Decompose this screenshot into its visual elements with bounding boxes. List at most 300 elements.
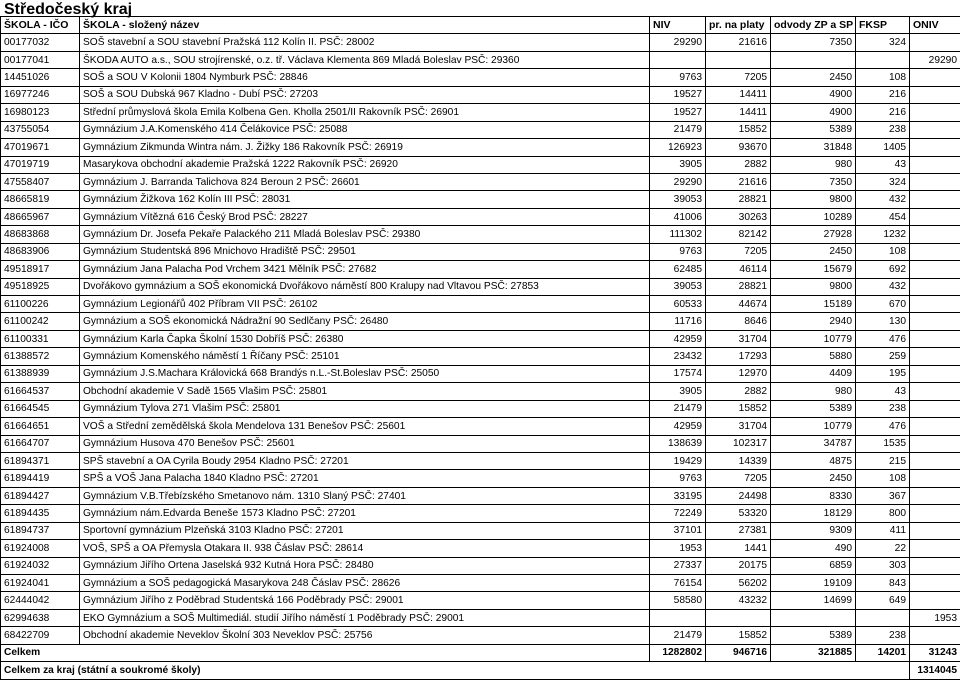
cell-oniv [910, 243, 960, 260]
totals-cell: 14201 [856, 644, 910, 661]
cell-niv: 9763 [650, 69, 706, 86]
table-row [1, 296, 960, 313]
cell-platy: 15852 [706, 400, 771, 417]
cell-oniv [910, 191, 960, 208]
cell-platy [706, 51, 771, 68]
cell-name: SPŠ a VOŠ Jana Palacha 1840 Kladno PSČ: 27201 [80, 470, 650, 487]
column-header: FKSP [856, 17, 910, 34]
cell-ico: 43755054 [1, 121, 80, 138]
cell-name: Gymnázium Husova 470 Benešov PSČ: 25601 [80, 435, 650, 452]
table-row [1, 330, 960, 347]
cell-niv: 21479 [650, 121, 706, 138]
totals-cell: 1282802 [650, 644, 706, 661]
cell-platy: 102317 [706, 435, 771, 452]
cell-oniv [910, 557, 960, 574]
cell-odvody: 27928 [771, 226, 856, 243]
cell-oniv [910, 278, 960, 295]
cell-platy: 27381 [706, 522, 771, 539]
cell-niv: 37101 [650, 522, 706, 539]
cell-odvody: 980 [771, 156, 856, 173]
table-row [1, 191, 960, 208]
column-header: NIV [650, 17, 706, 34]
cell-oniv [910, 487, 960, 504]
table-row [1, 121, 960, 138]
cell-platy: 21616 [706, 173, 771, 190]
table-row [1, 400, 960, 417]
cell-odvody: 15189 [771, 296, 856, 313]
cell-oniv [910, 34, 960, 51]
cell-oniv [910, 452, 960, 469]
cell-oniv [910, 383, 960, 400]
cell-fksp: 454 [856, 208, 910, 225]
cell-platy: 7205 [706, 243, 771, 260]
cell-name: Gymnázium Jana Palacha Pod Vrchem 3421 Mělník PSČ: 27682 [80, 261, 650, 278]
table-row [1, 261, 960, 278]
cell-ico: 61894427 [1, 487, 80, 504]
cell-odvody: 10289 [771, 208, 856, 225]
cell-name: Gymnázium V.B.Třebízského Smetanovo nám. 1310 Slaný PSČ: 27401 [80, 487, 650, 504]
cell-ico: 47019719 [1, 156, 80, 173]
table-row [1, 575, 960, 592]
cell-oniv [910, 69, 960, 86]
cell-fksp: 108 [856, 69, 910, 86]
cell-ico: 61924041 [1, 575, 80, 592]
cell-odvody: 5389 [771, 121, 856, 138]
table-row [1, 418, 960, 435]
cell-fksp: 670 [856, 296, 910, 313]
cell-fksp: 411 [856, 522, 910, 539]
cell-fksp: 649 [856, 592, 910, 609]
cell-oniv [910, 330, 960, 347]
cell-niv: 1953 [650, 540, 706, 557]
cell-niv: 33195 [650, 487, 706, 504]
cell-fksp: 195 [856, 365, 910, 382]
cell-odvody: 31848 [771, 139, 856, 156]
table-row [1, 51, 960, 68]
cell-platy: 14339 [706, 452, 771, 469]
cell-fksp: 1232 [856, 226, 910, 243]
cell-ico: 61894371 [1, 452, 80, 469]
cell-odvody: 18129 [771, 505, 856, 522]
cell-fksp: 43 [856, 156, 910, 173]
cell-ico: 16977246 [1, 86, 80, 103]
cell-platy: 24498 [706, 487, 771, 504]
cell-oniv [910, 400, 960, 417]
cell-ico: 61100331 [1, 330, 80, 347]
cell-odvody: 9800 [771, 191, 856, 208]
cell-oniv [910, 104, 960, 121]
cell-oniv [910, 261, 960, 278]
column-header: ŠKOLA - IČO [1, 17, 80, 34]
cell-name: Obchodní akademie Neveklov Školní 303 Neveklov PSČ: 25756 [80, 627, 650, 644]
table-row [1, 69, 960, 86]
cell-fksp: 43 [856, 383, 910, 400]
cell-name: Obchodní akademie V Sadě 1565 Vlašim PSČ: 25801 [80, 383, 650, 400]
cell-oniv [910, 470, 960, 487]
cell-niv: 9763 [650, 470, 706, 487]
cell-platy: 12970 [706, 365, 771, 382]
table-row [1, 557, 960, 574]
grand-total-label: Celkem za kraj (státní a soukromé školy) [1, 662, 910, 679]
column-header: ŠKOLA - složený název [80, 17, 650, 34]
cell-ico: 48683868 [1, 226, 80, 243]
cell-fksp: 216 [856, 86, 910, 103]
cell-oniv [910, 348, 960, 365]
cell-ico: 61100226 [1, 296, 80, 313]
cell-odvody: 4900 [771, 104, 856, 121]
cell-odvody [771, 609, 856, 626]
cell-niv: 126923 [650, 139, 706, 156]
cell-platy: 7205 [706, 69, 771, 86]
cell-oniv [910, 435, 960, 452]
cell-name: SOŠ a SOU V Kolonii 1804 Nymburk PSČ: 28846 [80, 69, 650, 86]
cell-name: SOŠ stavební a SOU stavební Pražská 112 Kolín II. PSČ: 28002 [80, 34, 650, 51]
cell-niv [650, 51, 706, 68]
cell-odvody: 2940 [771, 313, 856, 330]
cell-platy: 15852 [706, 627, 771, 644]
cell-ico: 61924008 [1, 540, 80, 557]
totals-cell: 946716 [706, 644, 771, 661]
cell-odvody: 4409 [771, 365, 856, 382]
table-row [1, 365, 960, 382]
cell-platy: 2882 [706, 383, 771, 400]
cell-ico: 00177041 [1, 51, 80, 68]
cell-odvody: 6859 [771, 557, 856, 574]
cell-name: Gymnázium Karla Čapka Školní 1530 Dobříš PSČ: 26380 [80, 330, 650, 347]
cell-odvody: 10779 [771, 330, 856, 347]
table-row [1, 609, 960, 626]
cell-platy: 30263 [706, 208, 771, 225]
cell-ico: 61924032 [1, 557, 80, 574]
cell-oniv [910, 365, 960, 382]
cell-platy: 31704 [706, 330, 771, 347]
cell-ico: 62994638 [1, 609, 80, 626]
cell-oniv [910, 139, 960, 156]
cell-platy: 53320 [706, 505, 771, 522]
cell-niv: 29290 [650, 173, 706, 190]
cell-niv: 138639 [650, 435, 706, 452]
cell-name: Gymnázium J. Barranda Talichova 824 Beroun 2 PSČ: 26601 [80, 173, 650, 190]
table-row [1, 173, 960, 190]
cell-oniv [910, 296, 960, 313]
cell-name: Gymnázium Komenského náměstí 1 Říčany PSČ: 25101 [80, 348, 650, 365]
schools-table [0, 16, 960, 680]
cell-odvody: 15679 [771, 261, 856, 278]
cell-platy: 8646 [706, 313, 771, 330]
cell-niv: 19527 [650, 86, 706, 103]
cell-odvody: 34787 [771, 435, 856, 452]
cell-odvody: 7350 [771, 34, 856, 51]
cell-ico: 61388572 [1, 348, 80, 365]
table-row [1, 243, 960, 260]
totals-cell: Celkem [1, 644, 650, 661]
cell-platy: 20175 [706, 557, 771, 574]
table-row [1, 383, 960, 400]
cell-name: VOŠ a Střední zemědělská škola Mendelova 131 Benešov PSČ: 25601 [80, 418, 650, 435]
table-row [1, 470, 960, 487]
totals-cell: 321885 [771, 644, 856, 661]
cell-ico: 61664651 [1, 418, 80, 435]
cell-platy: 43232 [706, 592, 771, 609]
cell-fksp: 1405 [856, 139, 910, 156]
cell-fksp: 432 [856, 278, 910, 295]
cell-platy: 17293 [706, 348, 771, 365]
table-row [1, 452, 960, 469]
cell-name: SOŠ a SOU Dubská 967 Kladno - Dubí PSČ: 27203 [80, 86, 650, 103]
cell-niv: 72249 [650, 505, 706, 522]
cell-ico: 48665967 [1, 208, 80, 225]
cell-odvody: 5880 [771, 348, 856, 365]
cell-niv: 76154 [650, 575, 706, 592]
cell-fksp: 238 [856, 627, 910, 644]
cell-fksp [856, 51, 910, 68]
cell-niv: 23432 [650, 348, 706, 365]
table-row [1, 435, 960, 452]
cell-niv: 3905 [650, 156, 706, 173]
cell-ico: 16980123 [1, 104, 80, 121]
cell-platy: 28821 [706, 278, 771, 295]
cell-platy: 1441 [706, 540, 771, 557]
cell-niv: 42959 [650, 418, 706, 435]
cell-fksp: 692 [856, 261, 910, 278]
cell-oniv [910, 121, 960, 138]
cell-platy: 14411 [706, 104, 771, 121]
table-row [1, 156, 960, 173]
table-row [1, 313, 960, 330]
cell-oniv: 1953 [910, 609, 960, 626]
cell-odvody: 980 [771, 383, 856, 400]
cell-odvody: 490 [771, 540, 856, 557]
cell-odvody: 2450 [771, 69, 856, 86]
cell-oniv [910, 418, 960, 435]
cell-platy: 82142 [706, 226, 771, 243]
cell-odvody: 9800 [771, 278, 856, 295]
cell-platy [706, 609, 771, 626]
cell-odvody: 7350 [771, 173, 856, 190]
table-row [1, 278, 960, 295]
cell-odvody: 5389 [771, 400, 856, 417]
cell-ico: 00177032 [1, 34, 80, 51]
table-row [1, 104, 960, 121]
cell-odvody: 19109 [771, 575, 856, 592]
cell-name: Gymnázium Jiřího z Poděbrad Studentská 166 Poděbrady PSČ: 29001 [80, 592, 650, 609]
cell-odvody: 2450 [771, 243, 856, 260]
cell-ico: 48665819 [1, 191, 80, 208]
cell-oniv [910, 540, 960, 557]
cell-fksp: 324 [856, 173, 910, 190]
cell-platy: 31704 [706, 418, 771, 435]
cell-platy: 15852 [706, 121, 771, 138]
cell-fksp: 303 [856, 557, 910, 574]
cell-ico: 61388939 [1, 365, 80, 382]
cell-fksp: 1535 [856, 435, 910, 452]
cell-ico: 49518917 [1, 261, 80, 278]
cell-oniv [910, 313, 960, 330]
cell-name: Masarykova obchodní akademie Pražská 1222 Rakovník PSČ: 26920 [80, 156, 650, 173]
table-row [1, 505, 960, 522]
cell-ico: 48683906 [1, 243, 80, 260]
cell-name: Gymnázium J.S.Machara Královická 668 Brandýs n.L.-St.Boleslav PSČ: 25050 [80, 365, 650, 382]
column-header: ONIV [910, 17, 960, 34]
cell-name: Dvořákovo gymnázium a SOŠ ekonomická Dvořákovo náměstí 800 Kralupy nad Vltavou PSČ: 27853 [80, 278, 650, 295]
cell-niv: 39053 [650, 278, 706, 295]
cell-fksp: 843 [856, 575, 910, 592]
cell-niv: 29290 [650, 34, 706, 51]
cell-ico: 61894435 [1, 505, 80, 522]
cell-name: Střední průmyslová škola Emila Kolbena Gen. Kholla 2501/II Rakovník PSČ: 26901 [80, 104, 650, 121]
table-row [1, 348, 960, 365]
cell-ico: 61894419 [1, 470, 80, 487]
cell-fksp: 476 [856, 330, 910, 347]
cell-fksp: 238 [856, 121, 910, 138]
cell-platy: 2882 [706, 156, 771, 173]
cell-odvody: 8330 [771, 487, 856, 504]
cell-ico: 61664545 [1, 400, 80, 417]
totals-cell: 31243 [910, 644, 960, 661]
cell-niv: 41006 [650, 208, 706, 225]
cell-platy: 7205 [706, 470, 771, 487]
cell-odvody: 9309 [771, 522, 856, 539]
cell-platy: 21616 [706, 34, 771, 51]
cell-fksp: 476 [856, 418, 910, 435]
cell-niv: 27337 [650, 557, 706, 574]
cell-platy: 56202 [706, 575, 771, 592]
cell-ico: 61894737 [1, 522, 80, 539]
cell-odvody: 4900 [771, 86, 856, 103]
cell-oniv [910, 575, 960, 592]
cell-niv [650, 609, 706, 626]
cell-fksp: 216 [856, 104, 910, 121]
totals-row [1, 644, 960, 661]
table-row [1, 487, 960, 504]
cell-oniv [910, 156, 960, 173]
cell-ico: 62444042 [1, 592, 80, 609]
cell-fksp: 800 [856, 505, 910, 522]
cell-ico: 61664707 [1, 435, 80, 452]
cell-name: EKO Gymnázium a SOŠ Multimediál. studií Jiřího náměstí 1 Poděbrady PSČ: 29001 [80, 609, 650, 626]
cell-oniv [910, 522, 960, 539]
cell-fksp: 108 [856, 470, 910, 487]
cell-fksp: 215 [856, 452, 910, 469]
cell-oniv [910, 505, 960, 522]
table-row [1, 226, 960, 243]
cell-niv: 60533 [650, 296, 706, 313]
cell-ico: 61664537 [1, 383, 80, 400]
cell-ico: 68422709 [1, 627, 80, 644]
cell-platy: 44674 [706, 296, 771, 313]
cell-fksp: 432 [856, 191, 910, 208]
cell-fksp: 367 [856, 487, 910, 504]
cell-niv: 39053 [650, 191, 706, 208]
cell-niv: 9763 [650, 243, 706, 260]
cell-fksp: 238 [856, 400, 910, 417]
table-row [1, 208, 960, 225]
cell-niv: 11716 [650, 313, 706, 330]
cell-platy: 93670 [706, 139, 771, 156]
cell-platy: 28821 [706, 191, 771, 208]
cell-name: Gymnázium J.A.Komenského 414 Čelákovice PSČ: 25088 [80, 121, 650, 138]
table-header-row [1, 17, 960, 34]
cell-odvody: 14699 [771, 592, 856, 609]
table-row [1, 540, 960, 557]
cell-name: Sportovní gymnázium Plzeňská 3103 Kladno PSČ: 27201 [80, 522, 650, 539]
cell-niv: 58580 [650, 592, 706, 609]
table-row [1, 592, 960, 609]
cell-niv: 111302 [650, 226, 706, 243]
table-row [1, 627, 960, 644]
table-row [1, 139, 960, 156]
cell-ico: 61100242 [1, 313, 80, 330]
cell-niv: 17574 [650, 365, 706, 382]
cell-ico: 14451026 [1, 69, 80, 86]
cell-niv: 21479 [650, 400, 706, 417]
grand-total-row [1, 662, 960, 679]
cell-name: Gymnázium Studentská 896 Mnichovo Hradiště PSČ: 29501 [80, 243, 650, 260]
cell-name: SPŠ stavební a OA Cyrila Boudy 2954 Kladno PSČ: 27201 [80, 452, 650, 469]
cell-name: Gymnázium Dr. Josefa Pekaře Palackého 211 Mladá Boleslav PSČ: 29380 [80, 226, 650, 243]
cell-name: Gymnázium Jiřího Ortena Jaselská 932 Kutná Hora PSČ: 28480 [80, 557, 650, 574]
cell-fksp: 130 [856, 313, 910, 330]
cell-platy: 14411 [706, 86, 771, 103]
cell-name: Gymnázium a SOŠ ekonomická Nádražní 90 Sedlčany PSČ: 26480 [80, 313, 650, 330]
cell-name: ŠKODA AUTO a.s., SOU strojírenské, o.z. tř. Václava Klementa 869 Mladá Boleslav PSČ: 29360 [80, 51, 650, 68]
cell-oniv [910, 173, 960, 190]
cell-oniv [910, 627, 960, 644]
cell-niv: 62485 [650, 261, 706, 278]
cell-oniv [910, 86, 960, 103]
table-row [1, 34, 960, 51]
cell-name: Gymnázium Žižkova 162 Kolín III PSČ: 28031 [80, 191, 650, 208]
cell-niv: 19527 [650, 104, 706, 121]
cell-name: Gymnázium Zikmunda Wintra nám. J. Žižky 186 Rakovník PSČ: 26919 [80, 139, 650, 156]
column-header: pr. na platy [706, 17, 771, 34]
cell-name: Gymnázium Legionářů 402 Příbram VII PSČ: 26102 [80, 296, 650, 313]
cell-name: Gymnázium nám.Edvarda Beneše 1573 Kladno PSČ: 27201 [80, 505, 650, 522]
cell-ico: 47558407 [1, 173, 80, 190]
cell-odvody: 2450 [771, 470, 856, 487]
table-row [1, 86, 960, 103]
column-header: odvody ZP a SP [771, 17, 856, 34]
cell-niv: 21479 [650, 627, 706, 644]
page-title: Středočeský kraj [4, 0, 132, 20]
cell-fksp: 22 [856, 540, 910, 557]
cell-odvody: 5389 [771, 627, 856, 644]
cell-platy: 46114 [706, 261, 771, 278]
grand-total-value: 1314045 [910, 662, 960, 679]
cell-oniv: 29290 [910, 51, 960, 68]
cell-niv: 19429 [650, 452, 706, 469]
cell-name: VOŠ, SPŠ a OA Přemysla Otakara II. 938 Čáslav PSČ: 28614 [80, 540, 650, 557]
table-row [1, 522, 960, 539]
cell-odvody [771, 51, 856, 68]
cell-ico: 47019671 [1, 139, 80, 156]
cell-odvody: 10779 [771, 418, 856, 435]
cell-oniv [910, 592, 960, 609]
cell-niv: 3905 [650, 383, 706, 400]
cell-fksp: 259 [856, 348, 910, 365]
cell-oniv [910, 208, 960, 225]
cell-name: Gymnázium Tylova 271 Vlašim PSČ: 25801 [80, 400, 650, 417]
cell-fksp: 108 [856, 243, 910, 260]
cell-ico: 49518925 [1, 278, 80, 295]
cell-fksp [856, 609, 910, 626]
cell-name: Gymnázium a SOŠ pedagogická Masarykova 248 Čáslav PSČ: 28626 [80, 575, 650, 592]
cell-name: Gymnázium Vítězná 616 Český Brod PSČ: 28227 [80, 208, 650, 225]
cell-odvody: 4875 [771, 452, 856, 469]
cell-oniv [910, 226, 960, 243]
cell-fksp: 324 [856, 34, 910, 51]
cell-niv: 42959 [650, 330, 706, 347]
